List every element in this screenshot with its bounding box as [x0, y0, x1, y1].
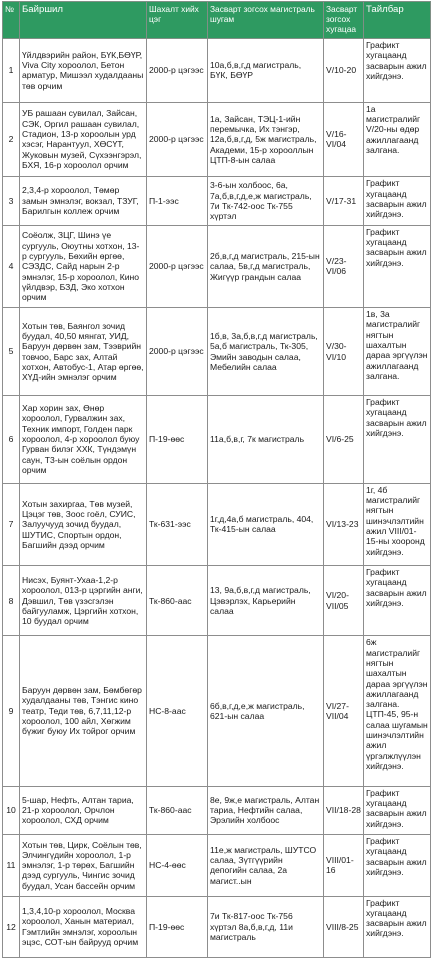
row-location: Хар хорин зах, Өнөр хороолол, Гурвалжин зах, Техник импорт, Голден парк хороолол, 4-р хороолол буюу Гурван билэг ХХК, Түндэмүн саун, Т3-ын соёлын ордон орчим	[20, 395, 147, 483]
row-shutoff-point: 2000-р цэгээс	[147, 102, 208, 177]
row-main-lines: 1б,в, 3а,б,в,г,д магистраль, 5а,б магистраль, Тк-305, Эмийн заводын салаа, Мебелийн салаа	[208, 308, 324, 396]
row-shutoff-period: V/16-VI/04	[324, 102, 364, 177]
row-number: 11	[3, 835, 20, 896]
row-number: 6	[3, 395, 20, 483]
row-shutoff-period: VI/13-23	[324, 483, 364, 565]
row-note: Графикт хугацаанд засварын ажил хийгдэнэ.	[364, 896, 431, 958]
header-shutoff-period: Засварт зогсох хугацаа	[324, 2, 364, 39]
table-header-row	[3, 2, 431, 39]
row-shutoff-period: V/10-20	[324, 39, 364, 103]
table-row	[3, 225, 431, 307]
row-note: 1в, 3а магистралийг нягтын шахалтын дараа эргүүлэн ажиллагаанд залгана.	[364, 308, 431, 396]
table-row	[3, 483, 431, 565]
row-location: Хотын төв, Баянгол зочид буудал, 40,50 мянгат, УИД, Баруун дөрвөн зам, Тээврийн товчоо, Барс зах, Алтай хотхон, Автобус-1, Атар өргөө, ХҮД-ийн эмнэлэг орчим	[20, 308, 147, 396]
row-shutoff-point: 2000-р цэгээс	[147, 308, 208, 396]
row-number: 4	[3, 225, 20, 307]
table-row	[3, 395, 431, 483]
row-main-lines: 6б,в,г,д,е,ж магистраль, 621-ын салаа	[208, 636, 324, 786]
row-shutoff-point: НС-4-өөс	[147, 835, 208, 896]
row-shutoff-point: 2000-р цэгээс	[147, 225, 208, 307]
table-row	[3, 566, 431, 636]
row-number: 7	[3, 483, 20, 565]
row-note: 1г, 4б магистралийг нягтын шинэчлэлтийн ажил VIII/01-15-ны хооронд хийгдэнэ.	[364, 483, 431, 565]
row-note: Графикт хугацаанд засварын ажил хийгдэнэ.	[364, 225, 431, 307]
row-main-lines: 10а,б,в,г,д магистраль, БҮК, БӨҮР	[208, 39, 324, 103]
row-shutoff-period: VI/6-25	[324, 395, 364, 483]
table-row	[3, 177, 431, 226]
row-shutoff-point: П-19-өөс	[147, 896, 208, 958]
row-shutoff-point: Тк-860-аас	[147, 786, 208, 835]
row-main-lines: 8е, 9ж,е магистраль, Алтан тариа, Нефтийн салаа, Эрэлийн холбоос	[208, 786, 324, 835]
header-number: №	[3, 2, 20, 39]
row-note: Графикт хугацаанд засварын ажил хийгдэнэ.	[364, 786, 431, 835]
row-location: Соёолж, ЗЦГ, Шинэ үе сургууль, Оюутны хотхон, 13-р сургууль, Бөхийн өргөө, СЭЗДС, Сайд нарын 2-р эмнэлэг, 15-р хороолол, Кино үйлдвэр, БЗД, Эко хотхон орчим	[20, 225, 147, 307]
row-note: 1а магистралийг V/20-ны өдөр ажиллагаанд залгана.	[364, 102, 431, 177]
row-number: 8	[3, 566, 20, 636]
row-shutoff-period: V/30-VI/10	[324, 308, 364, 396]
schedule-table	[2, 1, 431, 958]
table-row	[3, 835, 431, 896]
row-location: УБ рашаан сувилал, Зайсан, СЭК, Оргил рашаан сувилал, Стадион, 13-р хороолын урд хэсэг, Нарантуул, ХӨСҮТ, Жуковын музей, Сүхээнгэрэл, БХЯ, 16-р хороолол орчим	[20, 102, 147, 177]
row-location: Нисэх, Буянт-Ухаа-1,2-р хороолол, 013-р цэргийн анги, Дэвшил, Төв үзэсгэлэн байгууламж, Цэргийн хотхон, 10 буудал орчим	[20, 566, 147, 636]
header-shutoff-point: Шахалт хийх цэг	[147, 2, 208, 39]
row-note: Графикт хугацаанд засварын ажил хийгдэнэ.	[364, 177, 431, 226]
row-location: 2,3,4-р хороолол, Төмөр замын эмнэлэг, вокзал, ТЗУГ, Барилгын коллеж орчим	[20, 177, 147, 226]
row-main-lines: 13, 9а,б,в,г,д магистраль, Цэвэрлэх, Карьерийн салаа	[208, 566, 324, 636]
row-note: Графикт хугацаанд засварын ажил хийгдэнэ.	[364, 39, 431, 103]
table-row	[3, 636, 431, 786]
header-note: Тайлбар	[364, 2, 431, 39]
row-shutoff-point: НС-8-аас	[147, 636, 208, 786]
row-shutoff-point: Тк-860-аас	[147, 566, 208, 636]
row-location: Хотын захиргаа, Төв музей, Цэцэг төв, Зоос гоёл, СУИС, Залуучууд зочид буудал, ШУТИС, Спортын ордон, Багшийн дээд орчим	[20, 483, 147, 565]
row-number: 3	[3, 177, 20, 226]
table-body	[3, 39, 431, 958]
table-row	[3, 896, 431, 958]
row-main-lines: 2б,в,г,д магистраль, 215-ын салаа, 5в,г,д магистраль, Жигүүр грандын салаа	[208, 225, 324, 307]
row-note: Графикт хугацаанд засварын ажил хийгдэнэ.	[364, 395, 431, 483]
row-main-lines: 1г,д,4а,б магистраль, 404, Тк-415-ын салаа	[208, 483, 324, 565]
row-shutoff-period: VI/20-VII/05	[324, 566, 364, 636]
header-main-lines: Засварт зогсох магистраль шугам	[208, 2, 324, 39]
row-shutoff-period: VIII/8-25	[324, 896, 364, 958]
row-shutoff-period: VII/18-28	[324, 786, 364, 835]
row-location: Баруун дөрвөн зам, Бөмбөгөр худалдааны төв, Тэнгис кино театр, Теди төв, 6,7,11,12-р хороолол, 100 айл, Хөгжим бүжиг буюу Их тойрог орчим	[20, 636, 147, 786]
row-number: 12	[3, 896, 20, 958]
table-row	[3, 786, 431, 835]
row-shutoff-period: VIII/01-16	[324, 835, 364, 896]
row-shutoff-point: П-1-ээс	[147, 177, 208, 226]
row-main-lines: 11е,ж магистраль, ШУТСО салаа, Зүтгүүрийн депогийн салаа, 2а магист..ын	[208, 835, 324, 896]
row-location: Үйлдвэрийн район, БҮК,БӨҮР, Viva City хороолол, Бетон арматур, Мишээл худалдааны төв орчим	[20, 39, 147, 103]
table-row	[3, 39, 431, 103]
row-main-lines: 11а,б,в,г, 7к магистраль	[208, 395, 324, 483]
row-number: 10	[3, 786, 20, 835]
table-row	[3, 308, 431, 396]
row-main-lines: 1а, Зайсан, ТЭЦ-1-ийн перемычка, Их тэнгэр, 12а,б,в,г,д, 5ж магистраль, Академи, 15-р хорооллын ЦТП-8-ын салаа	[208, 102, 324, 177]
row-main-lines: 3-6-ын холбоос, 6а, 7а,б,в,г,д,е,ж магистраль, 7и Тк-742-оос Тк-755 хүртэл	[208, 177, 324, 226]
row-note: 6ж магистралийг нягтын шахалтын дараа эргүүлэн ажиллагаанд залгана. ЦТП-45, 95-н салаа шугамын шинэчлэлтийн ажил үргэлжлүүлэн хийгдэнэ.	[364, 636, 431, 786]
row-note: Графикт хугацаанд засварын ажил хийгдэнэ.	[364, 566, 431, 636]
row-shutoff-point: Тк-631-ээс	[147, 483, 208, 565]
row-main-lines: 7и Тк-817-оос Тк-756 хүртэл 8а,б,в,г,д, 11и магистраль	[208, 896, 324, 958]
row-shutoff-point: П-19-өөс	[147, 395, 208, 483]
row-number: 1	[3, 39, 20, 103]
row-shutoff-period: V/23-VI/06	[324, 225, 364, 307]
row-number: 2	[3, 102, 20, 177]
row-location: 5-шар, Нефть, Алтан тариа, 21-р хороолол, Орчлон хороолол, СХД орчим	[20, 786, 147, 835]
row-location: 1,3,4,10-р хороолол, Москва хороолол, Ханын материал, Гэмтлийн эмнэлэг, хороолын эцэс, СОТ-ын байрууд орчим	[20, 896, 147, 958]
row-number: 9	[3, 636, 20, 786]
row-shutoff-point: 2000-р цэгээс	[147, 39, 208, 103]
header-location: Байршил	[20, 2, 147, 39]
row-number: 5	[3, 308, 20, 396]
row-shutoff-period: VI/27-VII/04	[324, 636, 364, 786]
row-note: Графикт хугацаанд засварын ажил хийгдэнэ.	[364, 835, 431, 896]
row-shutoff-period: V/17-31	[324, 177, 364, 226]
row-location: Хотын төв, Цирк, Соёлын төв, Элчингүдийн хороолол, 1-р эмнэлэг, 1-р төрөх, Багшийн дээд сургууль, Чингис зочид буудал, Усан бассейн орчим	[20, 835, 147, 896]
table-row	[3, 102, 431, 177]
